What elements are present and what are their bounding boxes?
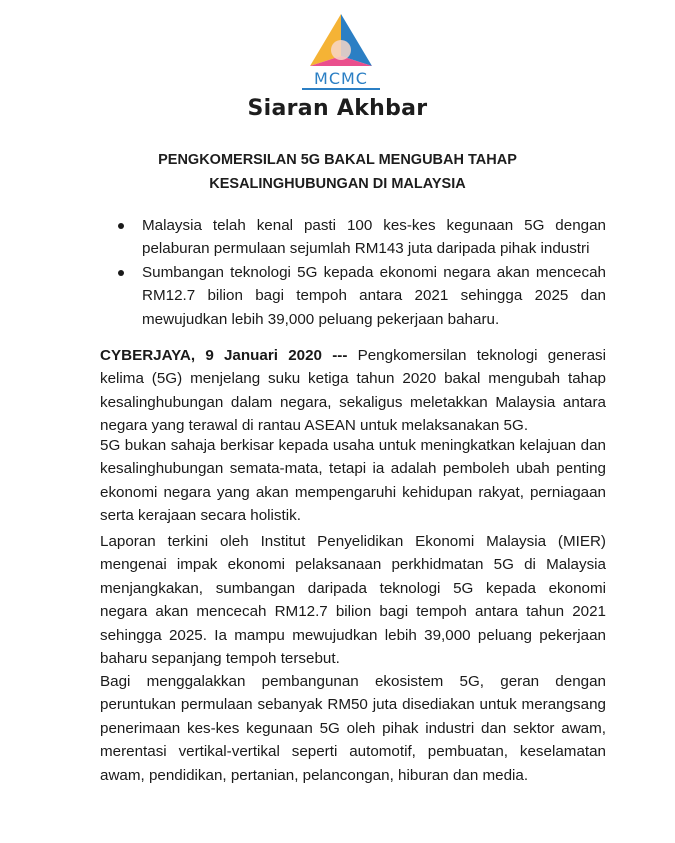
body-paragraph-4: Bagi menggalakkan pembangunan ekosistem 5G, geran dengan peruntukan permulaan sebanyak RM50 juta disediakan untuk merangsang penerimaan kes-kes kegunaan 5G oleh pihak industri dan sektor awam, merentasi vertikal-vertikal seperti automotif, pembuatan, keselamatan awam, pendidikan, pertanian, pelancongan, hiburan dan media.	[100, 673, 606, 784]
page-title: Siaran Akhbar	[247, 96, 428, 121]
headline-line-1: PENGKOMERSILAN 5G BAKAL MENGUBAH TAHAP	[158, 152, 517, 168]
paragraph-1-text: Pengkomersilan teknologi generasi kelima (5G) menjelang suku ketiga tahun 2020 bakal mengubah tahap kesalinghubungan dalam negara, sekaligus meletakkan Malaysia antara negara yang terawal di rantau ASEAN untuk melaksanakan 5G.	[100, 347, 606, 435]
press-headline	[0, 148, 675, 196]
mcmc-logo	[296, 12, 386, 92]
body-paragraph-2: 5G bukan sahaja berkisar kepada usaha untuk meningkatkan kelajuan dan kesalinghubungan semata-mata, tetapi ia adalah pemboleh ubah penting ekonomi negara yang akan mempengaruhi kehidupan rakyat, perniagaan serta kerajaan secara holistik.	[100, 437, 606, 525]
highlight-text: Malaysia telah kenal pasti 100 kes-kes kegunaan 5G dengan pelaburan permulaan sejumlah RM143 juta daripada pihak industri	[142, 217, 606, 258]
mcmc-triangle-icon	[296, 12, 386, 92]
body-paragraph-1	[100, 344, 606, 438]
dateline: CYBERJAYA, 9 Januari 2020 ---	[100, 347, 348, 364]
highlight-text: Sumbangan teknologi 5G kepada ekonomi negara akan mencecah RM12.7 bilion bagi tempoh antara 2021 sehingga 2025 dan mewujudkan lebih 39,000 peluang pekerjaan baharu.	[142, 263, 606, 328]
highlight-item	[116, 261, 606, 331]
svg-text:MCMC: MCMC	[314, 69, 368, 88]
body-paragraph-3: Laporan terkini oleh Institut Penyelidikan Ekonomi Malaysia (MIER) mengenai impak ekonomi pelaksanaan perkhidmatan 5G di Malaysia menjangkakan, sumbangan daripada teknologi 5G kepada ekonomi negara akan mencecah RM12.7 bilion bagi tempoh antara tahun 2021 sehingga 2025. Ia mampu mewujudkan lebih 39,000 peluang pekerjaan baharu sepanjang tempoh tersebut.	[100, 533, 606, 668]
bullet-icon	[118, 223, 124, 229]
bullet-icon	[118, 270, 124, 276]
highlights-list	[116, 214, 606, 331]
highlight-item	[116, 214, 606, 261]
headline-line-2: KESALINGHUBUNGAN DI MALAYSIA	[209, 176, 466, 192]
